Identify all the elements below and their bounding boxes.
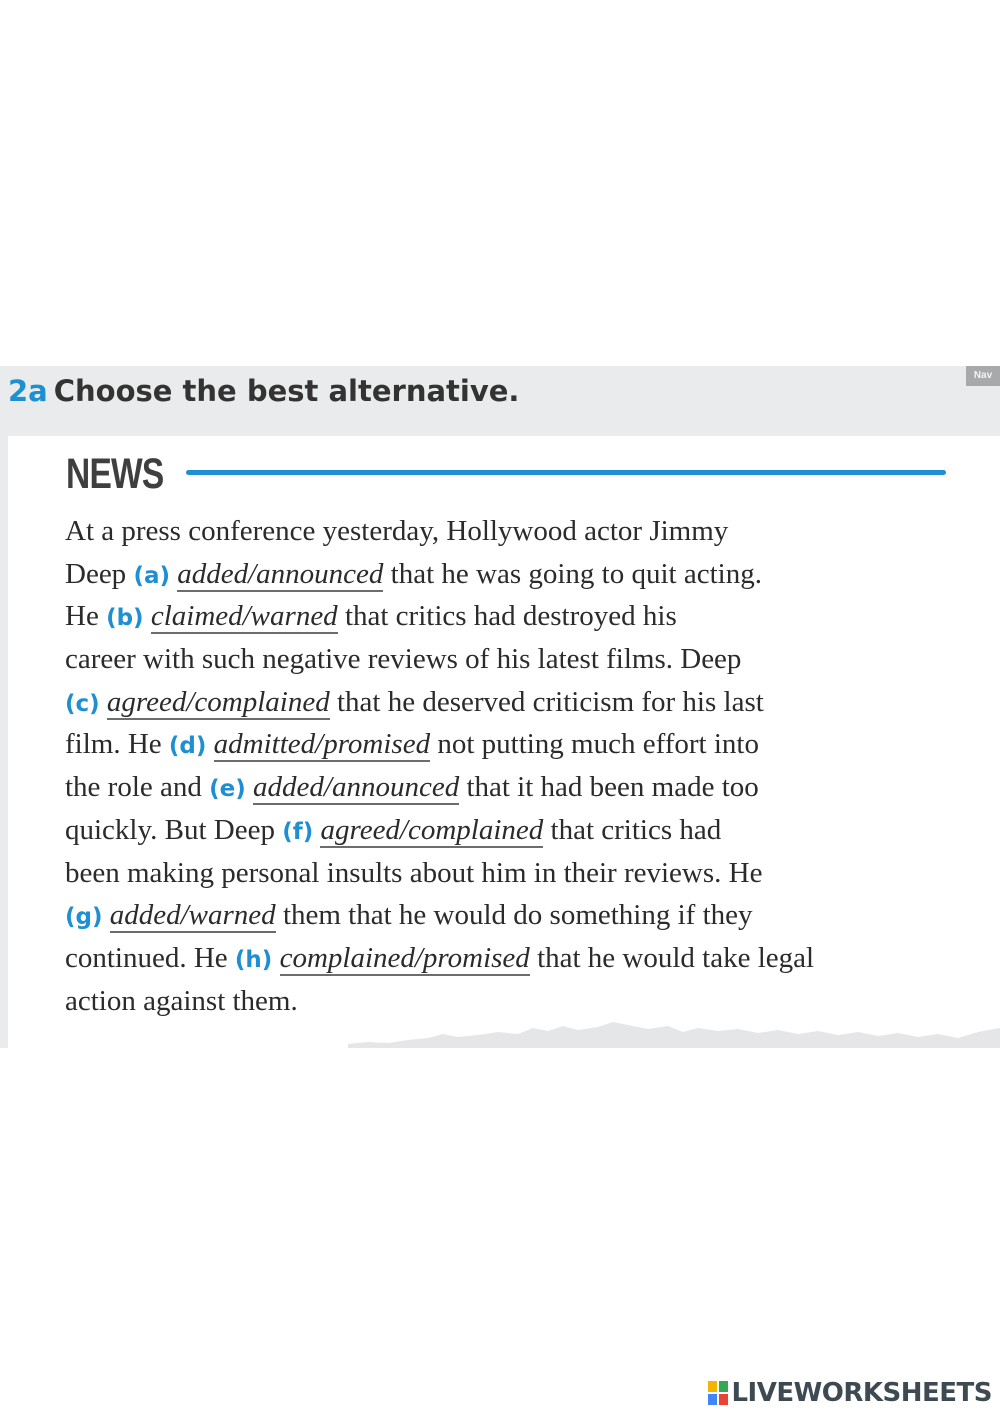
gap-label: (e) [209, 776, 246, 803]
article-text: At a press conference yesterday, Hollywood actor Jimmy [65, 515, 729, 547]
brand-name: LIVEWORKSHEETS [731, 1378, 992, 1408]
article-line [65, 809, 975, 852]
liveworksheets-logo-icon [708, 1381, 728, 1405]
article-text: the role and [65, 771, 210, 804]
city-skyline-decoration [348, 1008, 1000, 1048]
answer-choice[interactable]: agreed/complained [106, 685, 330, 718]
answer-choice[interactable]: agreed/complained [320, 813, 544, 846]
article-text: them that he would do something if they [275, 899, 753, 932]
article-line [65, 937, 975, 980]
nav-tab[interactable]: Nav [966, 366, 1000, 386]
article-text: continued. He [65, 941, 235, 974]
gap-label: (g) [65, 904, 103, 931]
article-line [65, 766, 975, 809]
article-text: that critics had [543, 813, 722, 846]
article-text: Deep [65, 557, 134, 590]
article-text: action against them. [65, 984, 298, 1017]
article-line [65, 595, 975, 638]
exercise-section [0, 366, 1000, 1048]
gap-label: (h) [234, 946, 273, 973]
gap-label: (b) [106, 605, 144, 632]
answer-choice[interactable]: complained/promised [279, 941, 530, 974]
article-text: been making personal insults about him in their reviews. He [65, 856, 763, 889]
news-heading-rule [186, 470, 946, 475]
answer-choice[interactable]: admitted/promised [213, 728, 431, 761]
gap-label: (f) [282, 818, 314, 845]
article-text: that he deserved criticism for his last [329, 685, 764, 718]
answer-choice[interactable]: added/warned [109, 899, 276, 932]
gap-label: (c) [65, 690, 100, 717]
article-line [65, 894, 975, 937]
article-line [65, 723, 975, 766]
article-line [65, 852, 975, 895]
article-text: film. He [65, 728, 169, 761]
article-text: that critics had destroyed his [337, 600, 677, 633]
article-text: career with such negative reviews of his latest films. Deep [65, 643, 742, 676]
article-text: not putting much effort into [430, 728, 759, 761]
answer-choice[interactable]: added/announced [253, 771, 460, 804]
article-line [65, 553, 975, 596]
gap-label: (d) [168, 733, 207, 760]
exercise-instruction: Choose the best alternative. [53, 374, 520, 408]
article-line [65, 638, 975, 681]
article-text: that he was going to quit acting. [383, 557, 762, 590]
liveworksheets-brand [708, 1376, 992, 1410]
exercise-heading [8, 374, 519, 414]
article-text: that he would take legal [529, 941, 815, 974]
article-text: that it had been made too [459, 771, 759, 804]
article-line [65, 681, 975, 724]
news-article [65, 510, 975, 1022]
answer-choice[interactable]: added/announced [177, 557, 384, 590]
news-heading: NEWS [66, 450, 164, 498]
article-text: quickly. But Deep [65, 813, 283, 846]
exercise-number: 2a [8, 374, 48, 408]
news-panel [8, 436, 1000, 1048]
article-text: He [65, 600, 107, 633]
article-line [65, 510, 975, 553]
gap-label: (a) [133, 562, 170, 589]
answer-choice[interactable]: claimed/warned [150, 600, 338, 633]
